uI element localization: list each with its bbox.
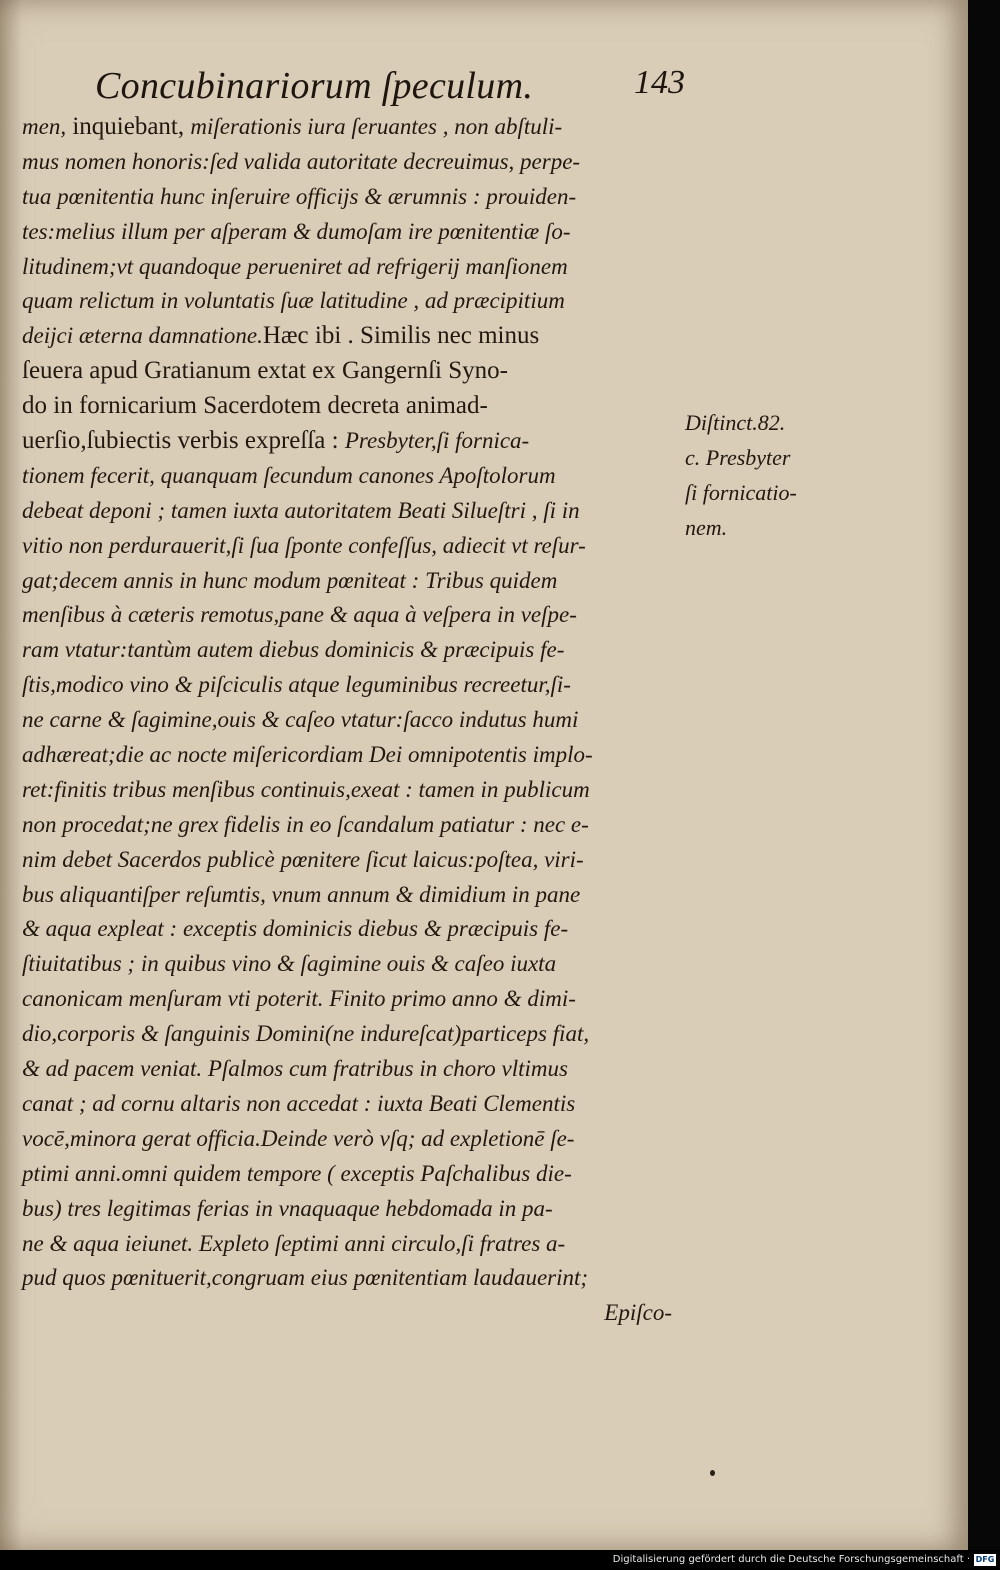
footer-credit: Digitalisierung gefördert durch die Deutsche Forschungsgemeinschaft ·	[612, 1554, 970, 1565]
text-line	[22, 878, 682, 913]
text-line	[22, 738, 682, 773]
text-line	[22, 215, 682, 250]
text-line	[22, 1052, 682, 1087]
running-title: Concubinariorum ſpeculum.	[95, 65, 534, 107]
text-segment: tes:melius illum per aſperam & dumoſam ire pœnitentiæ ſo-	[22, 218, 571, 244]
text-segment: inquiebant,	[66, 113, 191, 140]
running-header	[95, 64, 685, 114]
text-line	[22, 284, 682, 319]
text-line	[22, 1157, 682, 1192]
text-line	[22, 459, 682, 494]
text-segment: nim debet Sacerdos publicè pœnitere ſicut laicus:poſtea, viri-	[22, 846, 584, 872]
text-segment: non procedat;ne grex fidelis in eo ſcandalum patiatur : nec e-	[22, 811, 589, 837]
text-line	[22, 145, 682, 180]
ink-spot	[710, 1470, 715, 1476]
text-segment: ne carne & ſagimine,ouis & caſeo vtatur:ſacco indutus humi	[22, 707, 579, 733]
margin-note-line: c. Presbyter	[685, 445, 791, 470]
text-segment: debeat deponi ; tamen iuxta autoritatem Beati Silueſtri , ſi in	[22, 497, 580, 523]
text-segment: ret:finitis tribus menſibus continuis,exeat : tamen in publicum	[22, 776, 590, 802]
text-segment: menſibus à cæteris remotus,pane & aqua à veſpera in veſpe-	[22, 602, 577, 628]
text-line	[22, 668, 682, 703]
text-line	[22, 912, 682, 947]
text-line	[22, 947, 682, 982]
text-line	[22, 598, 682, 633]
text-segment: vitio non perdurauerit,ſi ſua ſponte confeſſus, adiecit vt reſur-	[22, 532, 586, 558]
text-segment: gat;decem annis in hunc modum pœniteat : Tribus quidem	[22, 567, 558, 593]
text-segment: tua pœnitentia hunc inſeruire officijs & ærumnis : prouiden-	[22, 183, 577, 209]
text-segment: bus aliquantiſper reſumtis, vnum annum & dimidium in pane	[22, 881, 581, 907]
text-segment: tionem fecerit, quanquam ſecundum canones Apoſtolorum	[22, 462, 556, 488]
text-segment: ram vtatur:tantùm autem diebus dominicis & præcipuis fe-	[22, 637, 565, 663]
text-line	[22, 1017, 682, 1052]
text-line	[22, 110, 682, 145]
dfg-logo: DFG	[975, 1555, 995, 1564]
text-segment: mus nomen honoris:ſed validа autoritate decreuimus, perpe-	[22, 148, 581, 174]
text-line	[22, 703, 682, 738]
text-line	[22, 1261, 682, 1296]
catchword: Epiſco-	[604, 1300, 672, 1326]
text-line	[22, 1192, 682, 1227]
text-segment: & ad pacem veniat. Pſalmos cum fratribus in choro vltimus	[22, 1056, 568, 1082]
text-line	[22, 1087, 682, 1122]
text-line	[22, 180, 682, 215]
margin-note-line: ſi fornicatio-	[685, 480, 797, 505]
text-segment: quam relictum in voluntatis ſuæ latitudine , ad præcipitium	[22, 288, 565, 314]
text-line	[22, 529, 682, 564]
text-line	[22, 494, 682, 529]
text-segment: deijci æterna damnatione.	[22, 323, 263, 349]
margin-note-line: nem.	[685, 515, 728, 540]
text-segment: ne & aqua ieiunet. Expleto ſeptimi anni circulo,ſi fratres a-	[22, 1230, 566, 1256]
text-line	[22, 633, 682, 668]
text-line	[22, 424, 682, 459]
text-line	[22, 982, 682, 1017]
text-segment: Hæc ibi . Similis nec minus	[262, 322, 540, 350]
text-line	[22, 250, 682, 285]
text-line	[22, 1227, 682, 1262]
text-segment: & aqua expleat : exceptis dominicis diebus & præcipuis fe-	[22, 916, 569, 942]
text-segment: pud quos pœnituerit,congruam eius pœnitentiam laudauerint;	[22, 1265, 589, 1291]
text-segment: uerſio,ſubiectis verbis expreſſa :	[22, 427, 345, 455]
text-segment: ſeuera apud Gratianum extat ex Gangernſi Syno-	[22, 357, 508, 385]
text-segment: miſerationis iura ſeruantes , non abſtuli-	[190, 114, 563, 139]
text-segment: adhæreat;die ac nocte miſericordiam Dei omnipotentis implo-	[22, 742, 593, 768]
text-segment: do in fornicarium Sacerdotem decreta animad-	[22, 392, 488, 420]
text-line	[22, 319, 682, 354]
text-segment: dio,corporis & ſanguinis Domini(ne indureſcat)particeps fiat,	[22, 1021, 590, 1047]
text-segment: ſtiuitatibus ; in quibus vino & ſagimine ouis & caſeo iuxta	[22, 951, 557, 977]
page-number: 143	[634, 64, 685, 101]
text-line	[22, 354, 682, 389]
text-line	[22, 773, 682, 808]
text-segment: men,	[22, 114, 67, 139]
text-segment: canat ; ad cornu altaris non accedat : iuxta Beati Clementis	[22, 1090, 576, 1116]
text-line	[22, 843, 682, 878]
margin-note-line: Diſtinct.82.	[685, 410, 786, 435]
text-segment: vocē,minora gerat officia.Deinde verò vſq; ad expletionē ſe-	[22, 1125, 575, 1151]
text-line	[22, 1122, 682, 1157]
text-line	[22, 389, 682, 424]
text-line	[22, 808, 682, 843]
text-segment: ſtis,modico vino & piſciculis atque leguminibus recreetur,ſi-	[22, 672, 571, 698]
text-segment: ptimi anni.omni quidem tempore ( exceptis Paſchalibus die-	[22, 1160, 572, 1186]
text-segment: canonicam menſuram vti poterit. Finito primo anno & dimi-	[22, 986, 576, 1012]
text-segment: Presbyter,ſi fornica-	[344, 428, 530, 454]
text-line	[22, 564, 682, 599]
footer-bar	[0, 1550, 1000, 1570]
body-text	[22, 110, 682, 1331]
text-segment: litudinem;vt quandoque perueniret ad refrigerij manſionem	[22, 253, 568, 279]
text-segment: bus) tres legitimas ferias in vnaquaque hebdomada in pa-	[22, 1195, 553, 1221]
margin-note	[685, 405, 835, 545]
